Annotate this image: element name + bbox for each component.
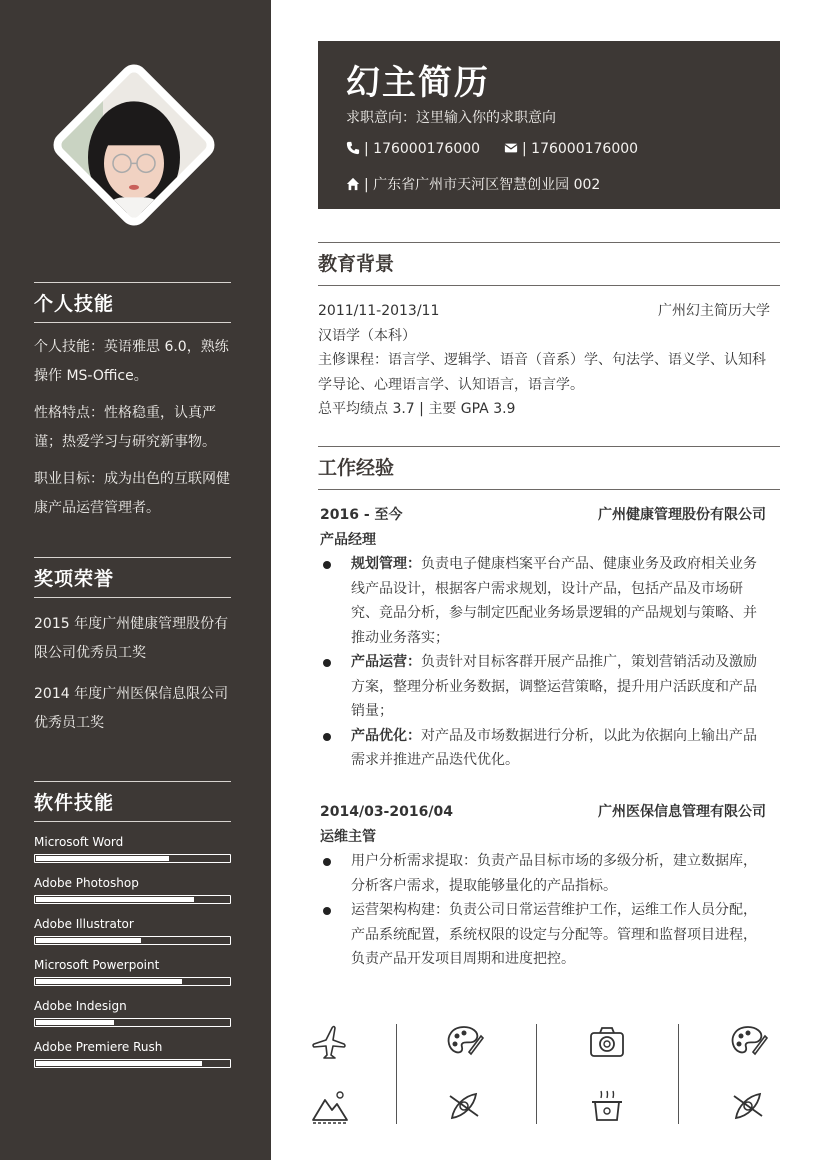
skills-text-1: 个人技能：英语雅思 6.0，熟练操作 MS-Office。 (34, 339, 229, 384)
objective: 求职意向：这里输入你的求职意向 (346, 110, 556, 126)
software-title: 软件技能 (34, 792, 115, 814)
camera-icon (587, 1022, 627, 1062)
job-period: 2014/03-2016/04 (320, 804, 453, 820)
job-company: 广州健康管理股份有限公司 (598, 507, 766, 523)
education-title: 教育背景 (318, 253, 395, 275)
address-line (346, 174, 600, 194)
kayak-icon (728, 1086, 768, 1126)
header-box (318, 41, 780, 209)
software-skill: Adobe Indesign (34, 998, 231, 1027)
award-item-2: 2014 年度广州医保信息限公司优秀员工奖 (34, 686, 229, 731)
education-major: 汉语学（本科） (318, 327, 416, 344)
hobby-icons (300, 1020, 790, 1128)
profile-photo (44, 55, 224, 235)
job-bullet: 规划管理：负责电子健康档案平台产品、健康业务及政府相关业务线产品设计，根据客户需求规划，设计产品，包括产品及市场研究、竞品分析，参与制定匹配业务场景逻辑的产品规划与策略、并推动业务落实； (320, 552, 766, 650)
sidebar (0, 0, 271, 1160)
airplane-icon (310, 1022, 350, 1062)
home-icon (346, 177, 360, 191)
kayak-icon (444, 1086, 484, 1126)
skills-title: 个人技能 (34, 293, 115, 315)
job-entry-1 (320, 503, 766, 773)
job-role: 产品经理 (320, 531, 376, 548)
work-header (318, 446, 780, 490)
mountain-icon (310, 1086, 350, 1126)
award-item-1: 2015 年度广州健康管理股份有限公司优秀员工奖 (34, 616, 229, 661)
software-skill: Microsoft Word (34, 834, 231, 863)
education-header (318, 242, 780, 286)
software-skill: Adobe Photoshop (34, 875, 231, 904)
job-bullet: 运营架构构建：负责公司日常运营维护工作，运维工作人员分配，产品系统配置，系统权限的设定与分配等。管理和监督项目进程，负责产品开发项目周期和进度把控。 (320, 898, 766, 972)
email-line (504, 141, 638, 157)
avatar (48, 65, 221, 231)
job-entry-2 (320, 800, 766, 972)
phone-line (346, 141, 480, 157)
education-school: 广州幻主简历大学 (658, 303, 770, 319)
education-period: 2011/11-2013/11 (318, 303, 440, 319)
palette-icon (728, 1022, 768, 1062)
skills-text-3: 职业目标：成为出色的互联网健康产品运营管理者。 (34, 471, 230, 516)
palette-icon (444, 1022, 484, 1062)
job-bullet: 产品运营：负责针对目标客群开展产品推广，策划营销活动及激励方案，整理分析业务数据，调整运营策略，提升用户活跃度和产品销量； (320, 650, 766, 724)
education-gpa: 总平均绩点 3.7 | 主要 GPA 3.9 (318, 401, 516, 417)
software-skill: Adobe Premiere Rush (34, 1039, 231, 1068)
job-company: 广州医保信息管理有限公司 (598, 804, 766, 820)
awards-title: 奖项荣誉 (34, 568, 115, 590)
address-value: | 广东省广州市天河区智慧创业园 002 (364, 177, 601, 193)
education-courses: 主修课程：语言学、逻辑学、语音（音系）学、句法学、语义学、认知科学导论、心理语言学、认知语言，语言学。 (318, 352, 766, 393)
software-skill: Microsoft Powerpoint (34, 957, 231, 986)
phone-number: | 176000176000 (364, 141, 481, 157)
work-title: 工作经验 (318, 457, 395, 479)
cooking-pot-icon (587, 1086, 627, 1126)
job-bullet: 用户分析需求提取：负责产品目标市场的多级分析，建立数据库，分析客户需求，提取能够量化的产品指标。 (320, 849, 766, 898)
mail-icon (504, 141, 518, 155)
phone-icon (346, 141, 360, 155)
software-skill: Adobe Illustrator (34, 916, 231, 945)
job-period: 2016 - 至今 (320, 507, 403, 523)
job-role: 运维主管 (320, 828, 376, 845)
email-value: | 176000176000 (522, 141, 639, 157)
job-bullet: 产品优化：对产品及市场数据进行分析，以此为依据向上输出产品需求并推进产品迭代优化。 (320, 724, 766, 773)
education-content (318, 299, 770, 422)
skills-text-2: 性格特点：性格稳重，认真严谨；热爱学习与研究新事物。 (34, 405, 216, 450)
resume-name: 幻主简历 (346, 63, 490, 103)
